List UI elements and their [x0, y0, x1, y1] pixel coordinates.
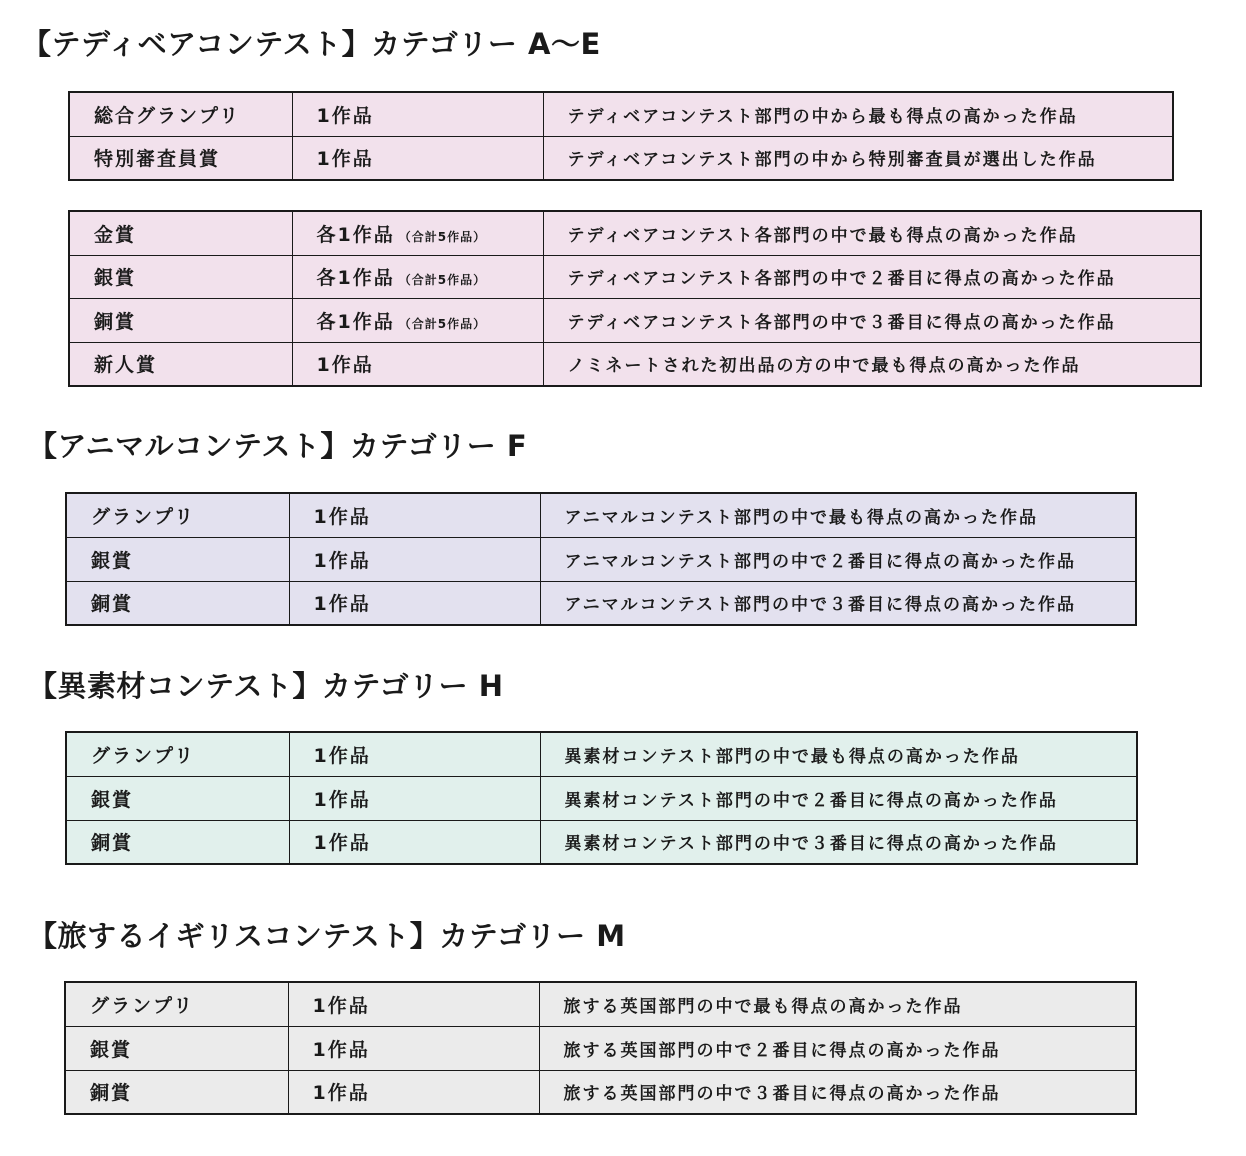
award-count: 1作品 — [289, 820, 540, 864]
award-count — [292, 298, 543, 342]
table-row — [66, 537, 1136, 581]
award-name: 銅賞 — [65, 1070, 288, 1114]
table-row — [69, 92, 1173, 136]
table-row — [66, 820, 1137, 864]
award-description: テディベアコンテスト部門の中から最も得点の高かった作品 — [543, 92, 1173, 136]
section-heading-material: 【異素材コンテスト】カテゴリー H — [28, 669, 504, 703]
award-description: 異素材コンテスト部門の中で３番目に得点の高かった作品 — [540, 820, 1137, 864]
award-description: アニマルコンテスト部門の中で最も得点の高かった作品 — [540, 493, 1136, 537]
award-count: 1作品 — [289, 493, 540, 537]
award-table-britain — [64, 981, 1137, 1115]
award-count: 1作品 — [289, 581, 540, 625]
award-name: グランプリ — [66, 493, 289, 537]
award-description: 旅する英国部門の中で３番目に得点の高かった作品 — [539, 1070, 1136, 1114]
award-count — [292, 211, 543, 255]
table-row — [69, 298, 1201, 342]
award-table-teddy-grand — [68, 91, 1174, 181]
award-table-material — [65, 731, 1138, 865]
award-name: 銅賞 — [66, 581, 289, 625]
table-row — [65, 982, 1136, 1026]
award-name: 銀賞 — [65, 1026, 288, 1070]
award-description: アニマルコンテスト部門の中で２番目に得点の高かった作品 — [540, 537, 1136, 581]
award-description: 旅する英国部門の中で最も得点の高かった作品 — [539, 982, 1136, 1026]
award-count-total: （合計5作品） — [398, 273, 487, 287]
award-table-teddy-medals — [68, 210, 1202, 387]
award-count: 1作品 — [288, 982, 539, 1026]
award-description: ノミネートされた初出品の方の中で最も得点の高かった作品 — [543, 342, 1201, 386]
award-count: 1作品 — [289, 776, 540, 820]
award-name: 特別審査員賞 — [69, 136, 292, 180]
table-row — [66, 732, 1137, 776]
award-count: 1作品 — [292, 92, 543, 136]
award-count: 1作品 — [288, 1026, 539, 1070]
award-count-value: 各1作品 — [316, 267, 395, 289]
award-name: 総合グランプリ — [69, 92, 292, 136]
table-row — [69, 255, 1201, 298]
award-name: 銀賞 — [69, 255, 292, 298]
award-name: 銀賞 — [66, 537, 289, 581]
award-description: テディベアコンテスト各部門の中で２番目に得点の高かった作品 — [543, 255, 1201, 298]
table-row — [66, 493, 1136, 537]
award-count — [292, 255, 543, 298]
award-name: グランプリ — [66, 732, 289, 776]
award-count-value: 各1作品 — [316, 310, 395, 333]
award-count: 1作品 — [288, 1070, 539, 1114]
table-row — [65, 1026, 1136, 1070]
award-name: 新人賞 — [69, 342, 292, 386]
award-name: 金賞 — [69, 211, 292, 255]
award-table-animal — [65, 492, 1137, 626]
award-name: 銅賞 — [66, 820, 289, 864]
table-row — [69, 136, 1173, 180]
section-heading-teddy: 【テディベアコンテスト】カテゴリー A〜E — [22, 27, 601, 61]
award-description: テディベアコンテスト各部門の中で３番目に得点の高かった作品 — [543, 298, 1201, 342]
award-count: 1作品 — [289, 537, 540, 581]
award-name: グランプリ — [65, 982, 288, 1026]
award-count: 1作品 — [292, 342, 543, 386]
section-heading-britain: 【旅するイギリスコンテスト】カテゴリー M — [28, 919, 626, 953]
award-description: アニマルコンテスト部門の中で３番目に得点の高かった作品 — [540, 581, 1136, 625]
award-name: 銅賞 — [69, 298, 292, 342]
section-heading-animal: 【アニマルコンテスト】カテゴリー F — [28, 429, 528, 463]
award-count: 1作品 — [289, 732, 540, 776]
award-count-total: （合計5作品） — [398, 316, 487, 331]
award-description: 異素材コンテスト部門の中で最も得点の高かった作品 — [540, 732, 1137, 776]
table-row — [69, 211, 1201, 255]
award-description: 旅する英国部門の中で２番目に得点の高かった作品 — [539, 1026, 1136, 1070]
award-description: 異素材コンテスト部門の中で２番目に得点の高かった作品 — [540, 776, 1137, 820]
table-row — [65, 1070, 1136, 1114]
award-count-value: 各1作品 — [316, 223, 395, 246]
table-row — [66, 581, 1136, 625]
award-count-total: （合計5作品） — [398, 229, 487, 244]
award-description: テディベアコンテスト部門の中から特別審査員が選出した作品 — [543, 136, 1173, 180]
award-name: 銀賞 — [66, 776, 289, 820]
table-row — [69, 342, 1201, 386]
table-row — [66, 776, 1137, 820]
award-count: 1作品 — [292, 136, 543, 180]
award-description: テディベアコンテスト各部門の中で最も得点の高かった作品 — [543, 211, 1201, 255]
